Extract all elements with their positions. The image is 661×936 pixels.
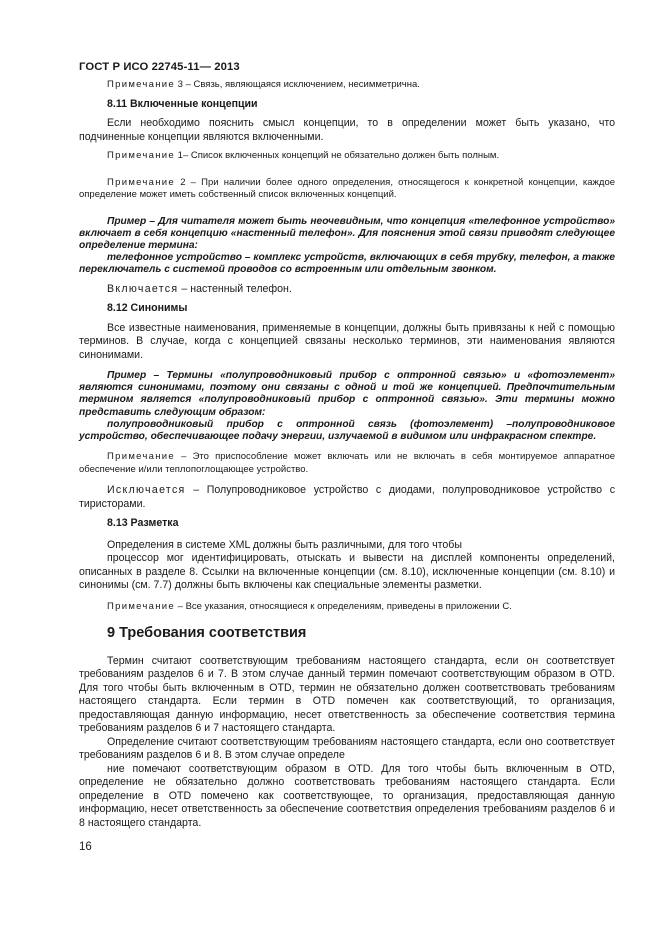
example-8-12-definition: полупроводниковый прибор с оптронной связь (фотоэлемент) –полупроводниковое устройство, обеспечивающее подачу энергии, излучаемой в видимом или инфракрасном спектре.	[79, 418, 615, 443]
section-8-13-title: 8.13 Разметка	[107, 517, 179, 530]
standard-header: ГОСТ Р ИСО 22745-11— 2013	[79, 61, 240, 73]
section-8-13-paragraph-2: процессор мог идентифицировать, отыскать и вывести на дисплей компоненты определений, описанных в разделе 8. Ссылки на включенные концепции (см. 8.10), исключенные концепции (см. 8.10) и синонимы (см. 7.7) должны быть включены как специальные элементы разметки.	[79, 552, 615, 592]
section-9-paragraph-3: ние помечают соответствующим образом в OTD. Для того чтобы быть включенным в OTD, определение не обязательно должно соответствовать требованиям настоящего стандарта. Если определение в OTD помечено как соответствующее, то организация, предоставляющая данную информацию, несет ответственность за обеспечение соответствия определения требованиям разделов 6 и 8 настоящего стандарта.	[79, 762, 615, 829]
note-8-11-2: Примечание 2 – При наличии более одного определения, относящегося к конкретной концепции, каждое определение может иметь собственный список включенных концепций.	[79, 176, 616, 200]
excluding-8-12: Исключается – Полупроводниковое устройство с диодами, полупроводниковое устройство с тиристорами.	[79, 484, 615, 510]
note-8-13: Примечание – Все указания, относящиеся к определениям, приведены в приложении С.	[107, 600, 512, 612]
section-8-11-title: 8.11 Включенные концепции	[107, 97, 258, 110]
section-8-12-title: 8.12 Синонимы	[107, 302, 188, 315]
note-3: Примечание 3 – Связь, являющаяся исключением, несимметрична.	[107, 79, 420, 90]
section-9-paragraph-2: Определение считают соответствующим требованиям настоящего стандарта, если оно соответствует требованиям разделов 6 и 8. В этом случае определе	[79, 735, 615, 762]
example-8-11-intro: Пример – Для читателя может быть неочевидным, что концепция «телефонное устройство» включает в себя концепцию «настенный телефон». Для пояснения этой связи приводят следующее определение термина:	[79, 215, 615, 251]
note-8-12: Примечание – Это приспособление может включать или не включать в себя монтируемое аппаратное обеспечение и/или теплопоглощающее устройство.	[79, 451, 616, 475]
including-8-11: Включается – настенный телефон.	[107, 282, 292, 295]
section-8-11-paragraph: Если необходимо пояснить смысл концепции, то в определении может быть указано, что подчиненные концепции являются включенными.	[79, 117, 615, 143]
section-9-paragraph-1: Термин считают соответствующим требованиям настоящего стандарта, если он соответствует требованиям разделов 6 и 7. В этом случае данный термин помечают соответствующим образом в OTD. Для того чтобы быть включенным в OTD, термин не обязательно должен соответствовать требованиям настоящего стандарта. Если термин в OTD помечен как соответствующий, то организация, предоставляющая данную информацию, несет ответственность за обеспечение соответствия термина требованиям разделов 6 и 7 настоящего стандарта.	[79, 654, 615, 735]
page-number: 16	[79, 841, 92, 853]
including-label: Включается	[107, 282, 179, 295]
example-8-12-intro: Пример – Термины «полупроводниковый прибор с оптронной связью» и «фотоэлемент» являются синонимами, поэтому они связаны с одной и той же концепцией. Предпочтительным термином является «полупроводниковый прибор с оптронной связью». Эти термины можно представить следующим образом:	[79, 370, 615, 418]
note-label: Примечание	[107, 79, 175, 90]
excluding-label: Исключается	[107, 484, 186, 497]
example-8-11-definition: телефонное устройство – комплекс устройств, включающих в себя трубку, телефон, а также переключатель с системой проводов со встроенным или отдельным звонком.	[79, 252, 615, 276]
section-9-title: 9 Требования соответствия	[107, 625, 307, 642]
page-content	[79, 79, 615, 830]
section-8-12-paragraph: Все известные наименования, применяемые в концепции, должны быть привязаны к ней с помощью терминов. В случае, когда с концепцией связаны несколько терминов, эти наименования являются синонимами.	[79, 321, 615, 361]
note-8-11-1: Примечание 1– Список включенных концепций не обязательно должен быть полным.	[107, 150, 500, 161]
section-8-13-paragraph-1: Определения в системе XML должны быть различными, для того чтобы	[107, 538, 462, 551]
